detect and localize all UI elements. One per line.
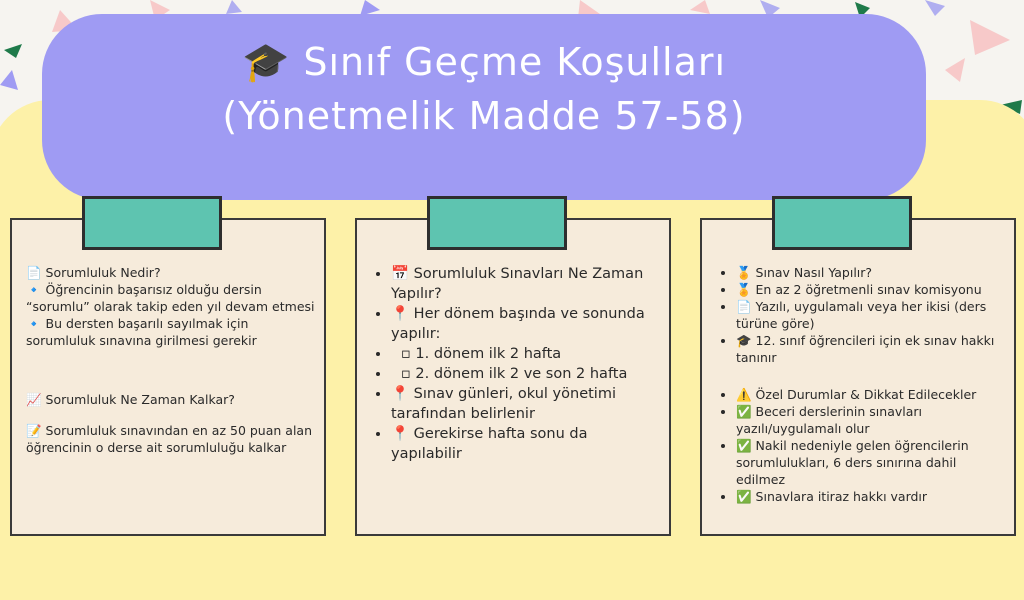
list-item: • 🏅 En az 2 öğretmenli sınav komisyonu	[736, 281, 1006, 298]
list-item: • 📍 Sınav günleri, okul yönetimi tarafından belirlenir	[391, 384, 661, 424]
list-item: • ⚠️ Özel Durumlar & Dikkat Edilecekler	[736, 386, 1006, 403]
card3-tab	[772, 196, 912, 250]
card1-tab	[82, 196, 222, 250]
list-item: • ▫ 2. dönem ilk 2 ve son 2 hafta	[391, 364, 661, 384]
list-item: • ▫ 1. dönem ilk 2 hafta	[391, 344, 661, 364]
list-item: • 🏅 Sınav Nasıl Yapılır?	[736, 264, 1006, 281]
list-item: • 📍 Her dönem başında ve sonunda yapılır:	[391, 304, 661, 344]
list-item: • ✅ Sınavlara itiraz hakkı vardır	[736, 488, 1006, 505]
card1-definition-2: 🔹 Bu dersten başarılı sayılmak için sorumluluk sınavına girilmesi gerekir	[26, 316, 257, 348]
title-banner	[42, 14, 926, 200]
card2-tab	[427, 196, 567, 250]
list-item: • ✅ Nakil nedeniyle gelen öğrencilerin sorumlulukları, 6 ders sınırına dahil edilmez	[736, 437, 1006, 488]
card-exam-procedure	[700, 218, 1016, 536]
title-line-2: (Yönetmelik Madde 57-58)	[222, 94, 746, 138]
title-line-1: 🎓 Sınıf Geçme Koşulları	[241, 40, 727, 84]
list-item: • 📄 Yazılı, uygulamalı veya her ikisi (ders türüne göre)	[736, 298, 1006, 332]
card-responsibility-definition	[10, 218, 326, 536]
card1-heading: 📄 Sorumluluk Nedir?	[26, 265, 161, 280]
card1-definition-1: 🔹 Öğrencinin başarısız olduğu dersin “sorumlu” olarak takip eden yıl devam etmesi	[26, 282, 315, 314]
card1-body-2: 📝 Sorumluluk sınavından en az 50 puan alan öğrencinin o derse ait sorumluluğu kalkar	[26, 423, 312, 455]
list-item: • 🎓 12. sınıf öğrencileri için ek sınav hakkı tanınır	[736, 332, 1006, 366]
card-exam-schedule	[355, 218, 671, 536]
list-item: • 📅 Sorumluluk Sınavları Ne Zaman Yapılır?	[391, 264, 661, 304]
card1-heading-2: 📈 Sorumluluk Ne Zaman Kalkar?	[26, 392, 235, 407]
list-item: • ✅ Beceri derslerinin sınavları yazılı/uygulamalı olur	[736, 403, 1006, 437]
card3-list-2	[716, 386, 1006, 505]
list-item: • 📍 Gerekirse hafta sonu da yapılabilir	[391, 424, 661, 464]
card2-list	[371, 264, 661, 464]
card3-list-1	[716, 264, 1006, 366]
